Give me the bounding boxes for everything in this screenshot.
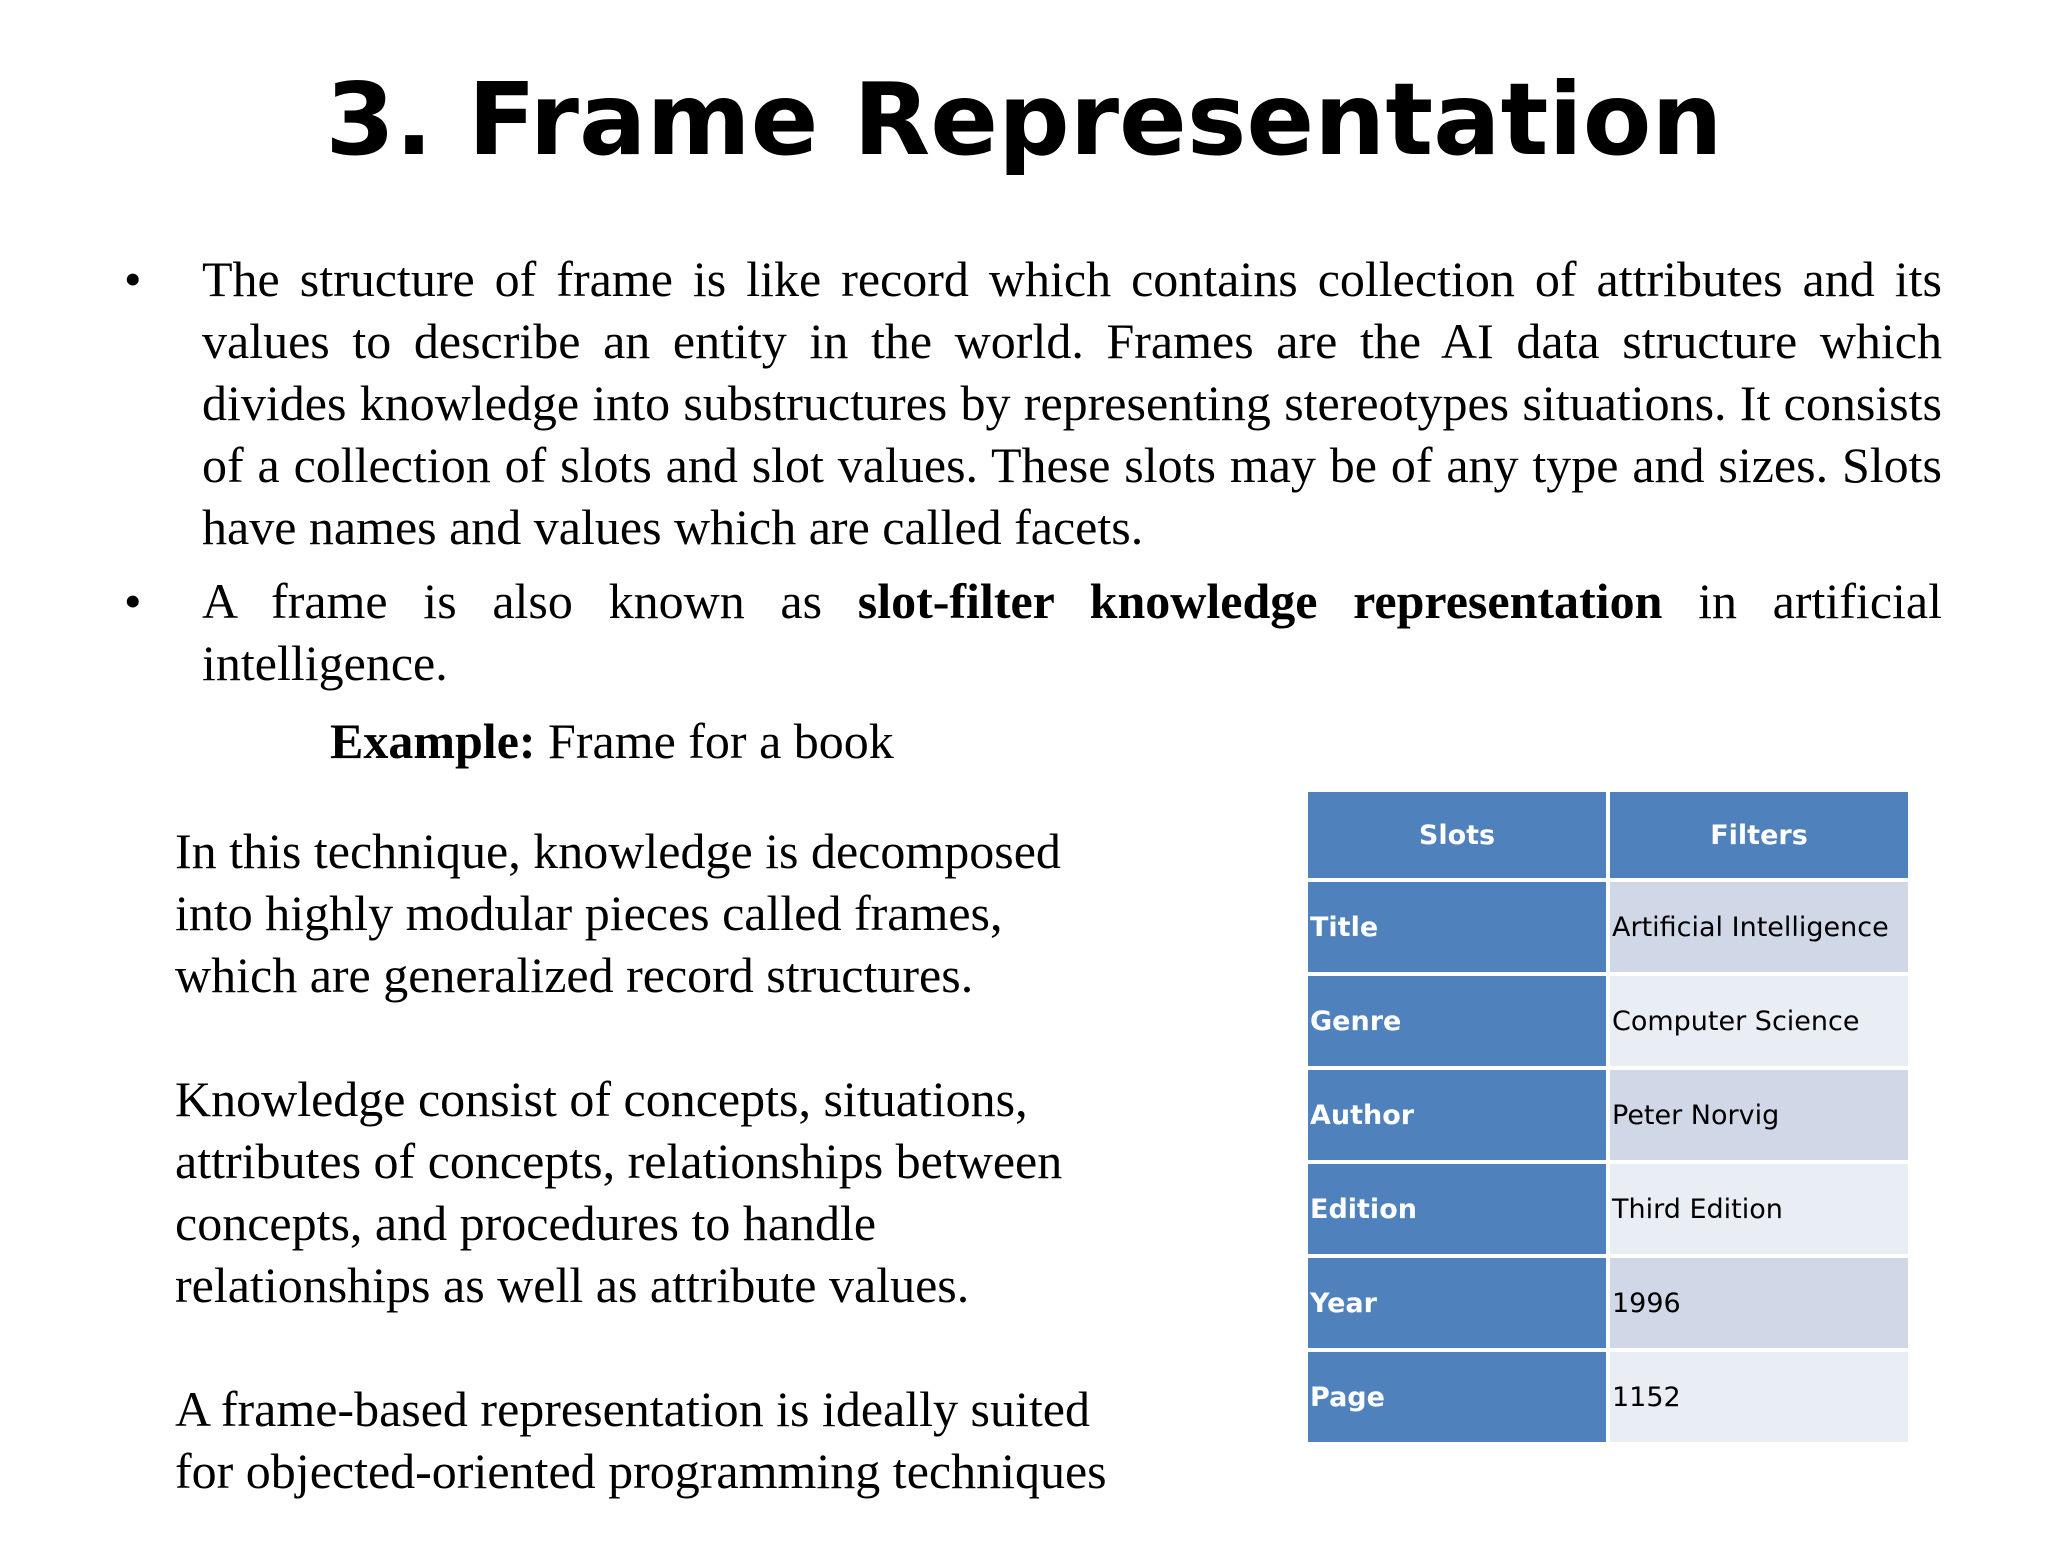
header-slots: Slots	[1308, 792, 1606, 878]
example-text: Frame for a book	[535, 713, 894, 769]
filter-cell: 1152	[1610, 1352, 1908, 1442]
bullet-icon: •	[124, 251, 142, 307]
table-row	[1308, 1352, 1908, 1442]
bullet-bold-term: slot-filter knowledge representation	[857, 573, 1663, 629]
example-label: Example:	[330, 713, 536, 769]
table-row	[1308, 1164, 1908, 1254]
slot-cell: Page	[1308, 1352, 1606, 1442]
paragraph-frame-based: A frame-based representation is ideally suited for objected-oriented programming techniques	[175, 1381, 1107, 1499]
slot-cell: Title	[1308, 882, 1606, 972]
bullet-item	[120, 570, 1942, 694]
filter-cell: Artificial Intelligence	[1610, 882, 1908, 972]
description-column	[175, 820, 1175, 1564]
bullet-text-after: in artificial intelligence.	[202, 573, 1942, 691]
bullet-item	[120, 248, 1942, 558]
book-frame-table	[1304, 788, 1912, 1446]
table-row	[1308, 1070, 1908, 1160]
table-row	[1308, 976, 1908, 1066]
filter-cell: Third Edition	[1610, 1164, 1908, 1254]
bullet-icon: •	[124, 573, 142, 629]
slot-cell: Year	[1308, 1258, 1606, 1348]
filter-cell: Peter Norvig	[1610, 1070, 1908, 1160]
table-row	[1308, 1258, 1908, 1348]
filter-cell: Computer Science	[1610, 976, 1908, 1066]
header-filters: Filters	[1610, 792, 1908, 878]
slide-title: 3. Frame Representation	[325, 61, 1723, 178]
table-header-row	[1308, 792, 1908, 878]
table-row	[1308, 882, 1908, 972]
example-caption	[330, 710, 894, 772]
bullet-text: A frame is also known as	[202, 573, 858, 629]
slot-cell: Genre	[1308, 976, 1606, 1066]
bullet-list	[120, 248, 1942, 706]
slot-cell: Edition	[1308, 1164, 1606, 1254]
filter-cell: 1996	[1610, 1258, 1908, 1348]
paragraph-technique: In this technique, knowledge is decomposed into highly modular pieces called frames, which are generalized record structures.	[175, 823, 1061, 1003]
bullet-text: The structure of frame is like record which contains collection of attributes and its values to describe an entity in the world. Frames are the AI data structure which divides knowledge into substructures by representing stereotypes situations. It consists of a collection of slots and slot values. These slots may be of any type and sizes. Slots have names and values which are called facets.	[202, 251, 1942, 555]
paragraph-knowledge: Knowledge consist of concepts, situations, attributes of concepts, relationships between concepts, and procedures to handle relationships as well as attribute values.	[175, 1071, 1063, 1313]
slot-cell: Author	[1308, 1070, 1606, 1160]
